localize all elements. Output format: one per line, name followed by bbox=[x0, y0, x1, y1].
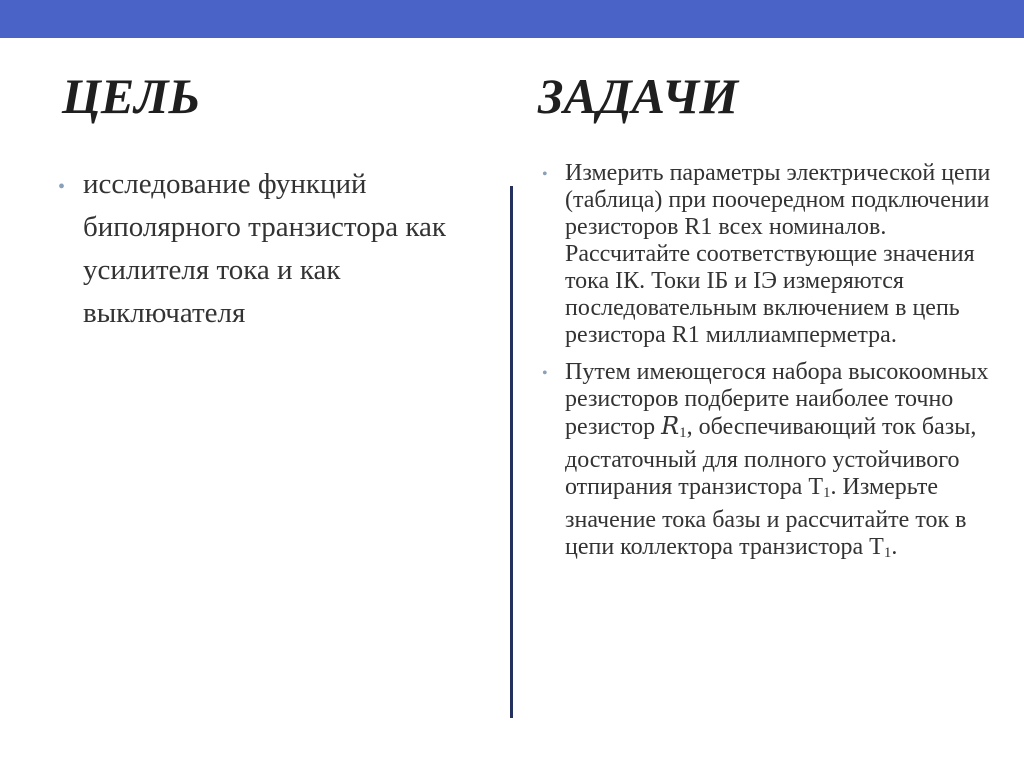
task-item-2-text-part3: . Измерьте значение тока базы и рассчитайте ток в цепи коллектора транзистора T bbox=[565, 474, 967, 560]
tasks-list bbox=[542, 160, 1012, 577]
goal-item bbox=[58, 163, 478, 335]
bullet-icon: • bbox=[542, 365, 548, 382]
task-item-2-text-part1: Путем имеющегося набора высокоомных резисторов подберите наиболее точно резистор bbox=[565, 359, 989, 440]
bullet-icon: • bbox=[542, 166, 548, 183]
goal-heading: ЦЕЛЬ bbox=[62, 68, 201, 124]
bullet-icon: • bbox=[58, 176, 66, 198]
transistor-subscript-2: 1 bbox=[883, 545, 892, 561]
goal-list bbox=[58, 163, 478, 335]
task-item-2-text-part4: . bbox=[891, 534, 898, 560]
column-divider bbox=[510, 186, 513, 718]
resistor-symbol: R bbox=[661, 412, 680, 440]
task-item-1 bbox=[542, 160, 1012, 349]
task-item-1-text: Измерить параметры электрической цепи (таблица) при поочередном подключении резисторов R1 всех номиналов. Рассчитайте соответствующие значения тока IК. Токи IБ и IЭ измеряются последовательным включением в цепь резистора R1 миллиамперметра. bbox=[565, 160, 991, 348]
tasks-heading: ЗАДАЧИ bbox=[538, 68, 739, 124]
resistor-subscript: 1 bbox=[679, 425, 687, 441]
task-item-2 bbox=[542, 359, 1012, 567]
transistor-subscript-1: 1 bbox=[822, 485, 831, 501]
goal-item-text: исследование функций биполярного транзистора как усилителя тока и как выключателя bbox=[83, 168, 446, 329]
top-accent-bar bbox=[0, 0, 1024, 38]
task-item-2-text-part2: , обеспечивающий ток базы, достаточный для полного устойчивого отпирания транзистора T bbox=[565, 414, 977, 500]
